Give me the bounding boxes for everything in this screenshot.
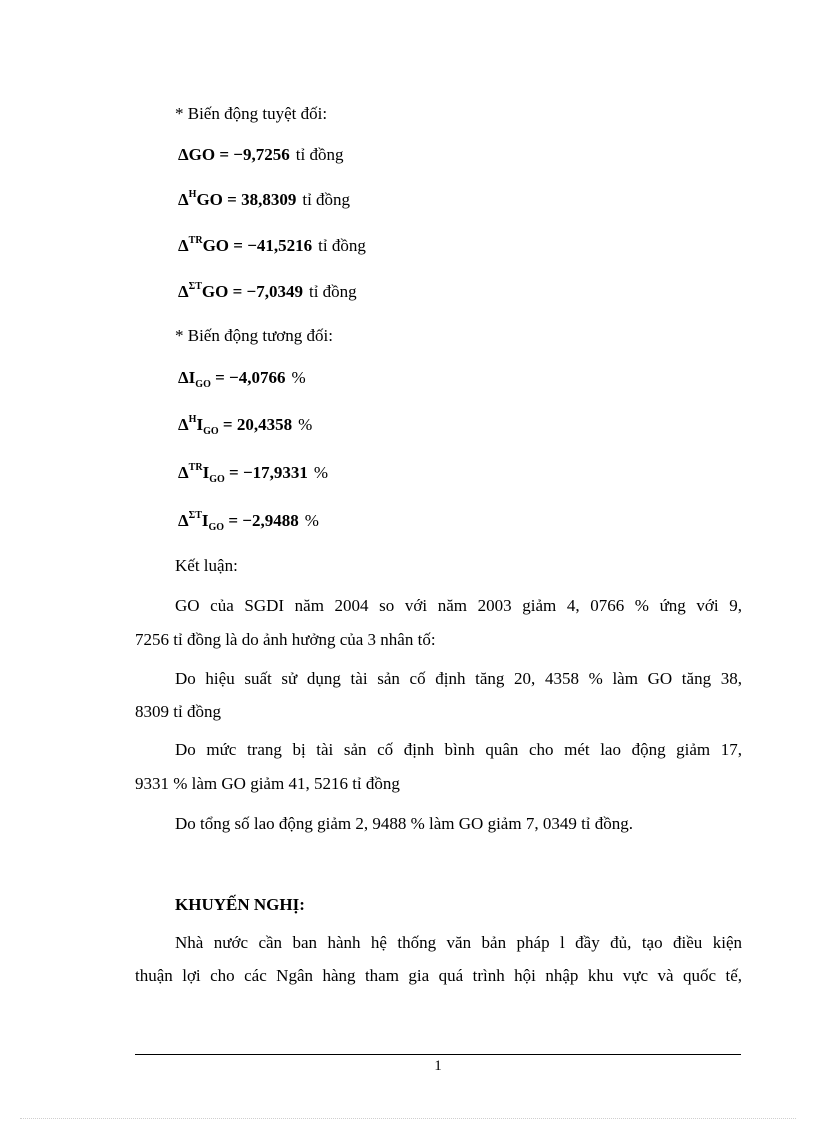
footer-rule: [135, 1054, 741, 1055]
page-number: 1: [434, 1058, 442, 1074]
equation-delta-h-go: $\Delta^HGO = 38,8309$ tỉ đồng: [178, 189, 351, 209]
conclusion-paragraph-4: Do tổng số lao động giảm 2, 9488 % làm GO giảm 7, 0349 tỉ đồng.: [175, 814, 634, 833]
equation-delta-i-go: $\Delta I_{GO} = -4,0766$ %: [178, 368, 306, 390]
recommendation-line-2: thuận lợi cho các Ngân hàng tham gia quá trình hội nhập khu vực và quốc tế,: [135, 966, 742, 985]
page-bottom-border: [20, 1118, 796, 1119]
conclusion-paragraph-2-line-2: 8309 tỉ đồng: [135, 702, 221, 721]
recommendation-heading: KHUYẾN NGHỊ:: [175, 895, 305, 914]
conclusion-paragraph-3-line-2: 9331 % làm GO giảm 41, 5216 tỉ đồng: [135, 774, 400, 793]
conclusion-paragraph-1-line-1: GO của SGDI năm 2004 so với năm 2003 giảm 4, 0766 % ứng với 9,: [175, 596, 742, 615]
equation-delta-go: ΔGO = −9,7256 tỉ đồng: [178, 145, 344, 164]
equation-delta-sigma-t-go: $\Delta^{\Sigma T}GO = -7,0349$ tỉ đồng: [178, 281, 357, 301]
conclusion-paragraph-2-line-1: Do hiệu suất sử dụng tài sản cố định tăng 20, 4358 % làm GO tăng 38,: [175, 669, 742, 688]
relative-variation-heading: * Biến động tương đối:: [175, 326, 333, 345]
equation-delta-sigma-t-i-go: $\Delta^{\Sigma T}I_{GO} = -2,9488$ %: [178, 510, 319, 533]
absolute-variation-heading: * Biến động tuyệt đối:: [175, 104, 328, 123]
equation-delta-tr-go: $\Delta^{TR}GO = -41,5216$ tỉ đồng: [178, 235, 366, 255]
conclusion-paragraph-1-line-2: 7256 tỉ đồng là do ảnh hưởng của 3 nhân tố:: [135, 630, 436, 649]
conclusion-heading: Kết luận:: [175, 556, 238, 575]
conclusion-paragraph-3-line-1: Do mức trang bị tài sản cố định bình quân cho mét lao động giảm 17,: [175, 740, 742, 759]
equation-delta-h-i-go: $\Delta^HI_{GO} = 20,4358$ %: [178, 414, 313, 437]
recommendation-line-1: Nhà nước cần ban hành hệ thống văn bản pháp l đầy đủ, tạo điều kiện: [175, 933, 742, 952]
equation-delta-tr-i-go: $\Delta^{TR}I_{GO} = -17,9331$ %: [178, 462, 329, 485]
